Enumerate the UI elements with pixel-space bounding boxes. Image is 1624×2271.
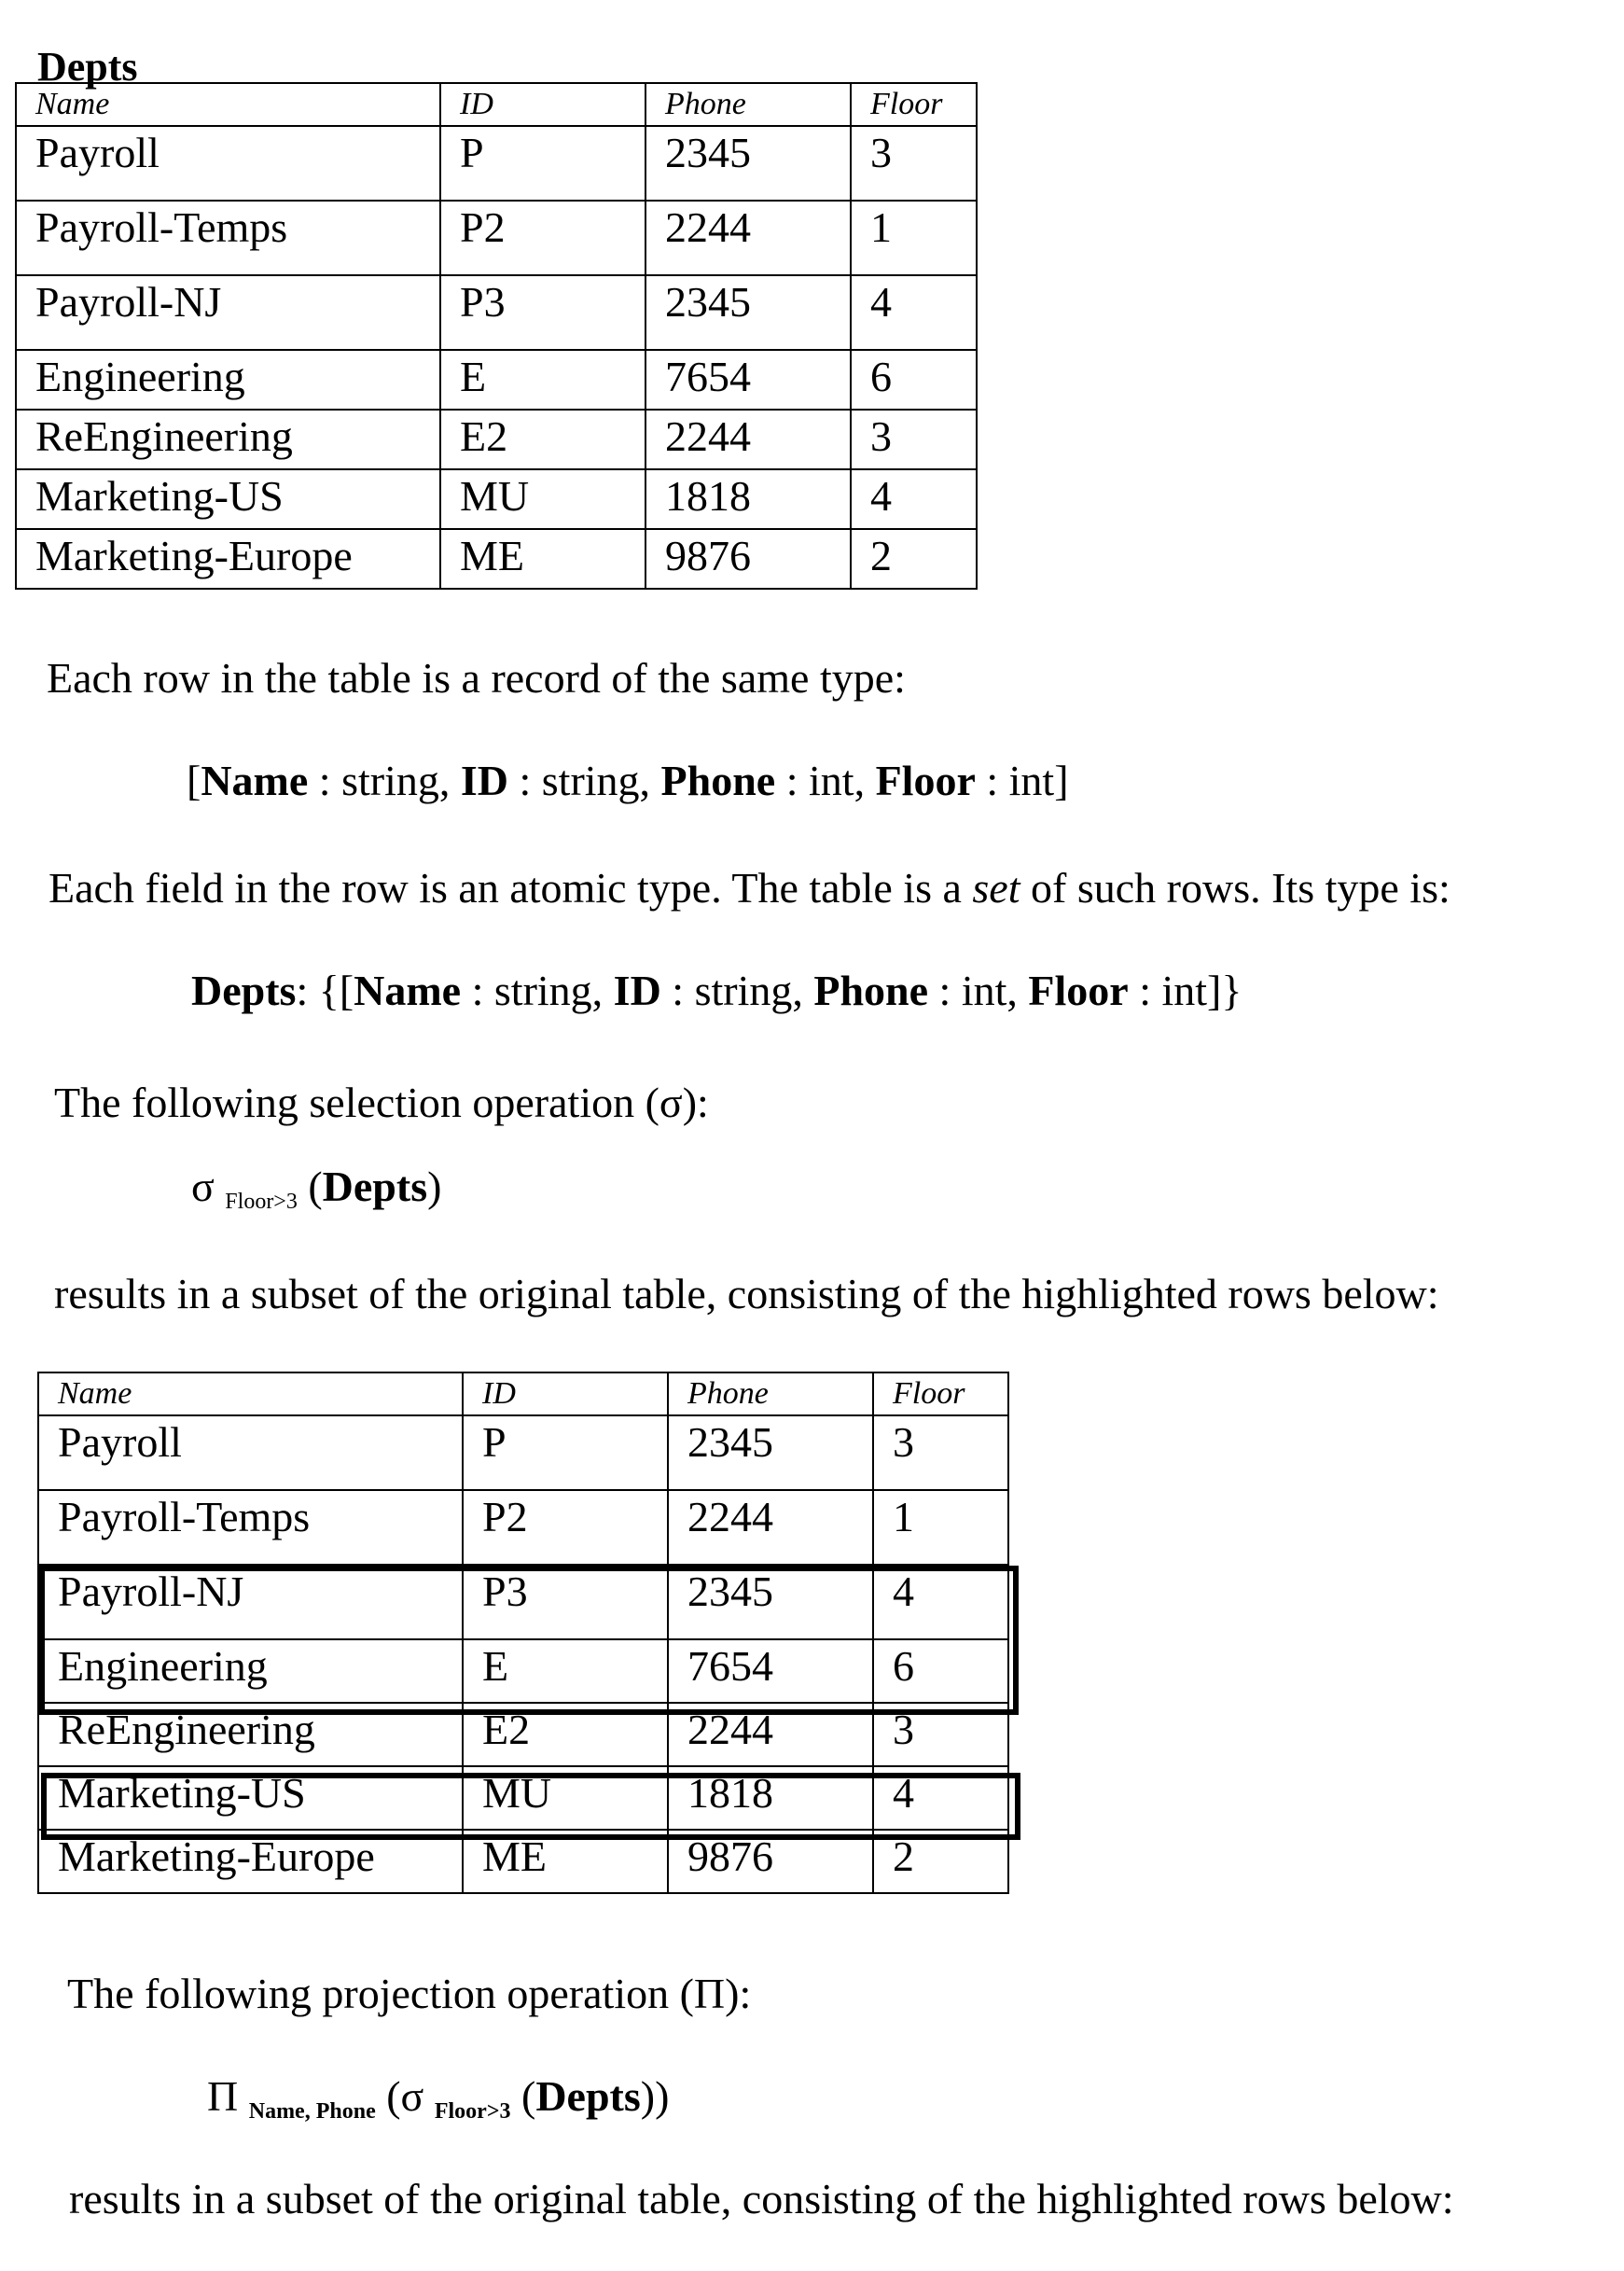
record-type-expression: [Name : string, ID : string, Phone : int, Floor : int] bbox=[187, 757, 1069, 804]
cell-name: ReEngineering bbox=[38, 1703, 463, 1766]
cell-id: ME bbox=[440, 529, 645, 589]
table-row-highlighted bbox=[38, 1766, 1008, 1830]
cell-phone: 7654 bbox=[668, 1639, 873, 1703]
table-row bbox=[38, 1703, 1008, 1766]
cell-id: P bbox=[463, 1415, 668, 1490]
cell-floor: 3 bbox=[851, 410, 977, 469]
cell-name: Marketing-US bbox=[38, 1766, 463, 1830]
set-emphasis: set bbox=[972, 864, 1020, 912]
selection-expression: σ Floor>3 (Depts) bbox=[191, 1163, 442, 1214]
cell-floor: 4 bbox=[873, 1766, 1008, 1830]
column-header-id: ID bbox=[463, 1372, 668, 1415]
cell-phone: 2345 bbox=[645, 126, 851, 201]
column-header-id: ID bbox=[440, 83, 645, 126]
relation-name: Depts bbox=[191, 967, 297, 1014]
cell-id: ME bbox=[463, 1830, 668, 1893]
field-name: Name bbox=[201, 757, 309, 804]
cell-phone: 2244 bbox=[668, 1490, 873, 1565]
cell-phone: 2345 bbox=[668, 1565, 873, 1639]
set-intro-text: Each field in the row is an atomic type. The table is a set of such rows. Its type is: bbox=[49, 864, 1450, 912]
selection-condition: Floor>3 bbox=[225, 1190, 298, 1214]
cell-floor: 6 bbox=[873, 1639, 1008, 1703]
cell-floor: 4 bbox=[851, 275, 977, 350]
table-row bbox=[16, 201, 977, 275]
cell-id: MU bbox=[440, 469, 645, 529]
table-title: Depts bbox=[37, 44, 138, 90]
depts-table bbox=[15, 82, 978, 590]
cell-phone: 2345 bbox=[645, 275, 851, 350]
cell-phone: 2345 bbox=[668, 1415, 873, 1490]
cell-id: MU bbox=[463, 1766, 668, 1830]
cell-id: P2 bbox=[463, 1490, 668, 1565]
table-header-row bbox=[38, 1372, 1008, 1415]
cell-id: E bbox=[463, 1639, 668, 1703]
projection-result-text: results in a subset of the original table, consisting of the highlighted rows below: bbox=[69, 2175, 1454, 2222]
sigma-symbol: σ bbox=[191, 1163, 226, 1210]
cell-name: Payroll-Temps bbox=[38, 1490, 463, 1565]
cell-phone: 2244 bbox=[668, 1703, 873, 1766]
cell-floor: 4 bbox=[873, 1565, 1008, 1639]
cell-floor: 3 bbox=[851, 126, 977, 201]
column-header-phone: Phone bbox=[645, 83, 851, 126]
cell-phone: 7654 bbox=[645, 350, 851, 410]
cell-name: Marketing-Europe bbox=[38, 1830, 463, 1893]
cell-floor: 4 bbox=[851, 469, 977, 529]
cell-name: ReEngineering bbox=[16, 410, 440, 469]
table-row bbox=[16, 469, 977, 529]
projection-attributes: Name, Phone bbox=[248, 2099, 376, 2124]
column-header-floor: Floor bbox=[851, 83, 977, 126]
column-header-name: Name bbox=[16, 83, 440, 126]
set-type-expression: Depts: {[Name : string, ID : string, Phone : int, Floor : int]} bbox=[191, 967, 1242, 1014]
selection-intro-text: The following selection operation (σ): bbox=[54, 1079, 709, 1126]
cell-phone: 9876 bbox=[668, 1830, 873, 1893]
cell-id: P3 bbox=[440, 275, 645, 350]
cell-id: P3 bbox=[463, 1565, 668, 1639]
table-row bbox=[38, 1490, 1008, 1565]
table-row bbox=[38, 1415, 1008, 1490]
cell-floor: 2 bbox=[873, 1830, 1008, 1893]
cell-name: Payroll-NJ bbox=[38, 1565, 463, 1639]
selection-condition: Floor>3 bbox=[434, 2099, 511, 2124]
cell-name: Payroll bbox=[16, 126, 440, 201]
cell-floor: 3 bbox=[873, 1415, 1008, 1490]
column-header-name: Name bbox=[38, 1372, 463, 1415]
column-header-floor: Floor bbox=[873, 1372, 1008, 1415]
cell-floor: 3 bbox=[873, 1703, 1008, 1766]
pi-symbol: Π bbox=[207, 2072, 249, 2120]
cell-phone: 1818 bbox=[668, 1766, 873, 1830]
record-intro-text: Each row in the table is a record of the same type: bbox=[47, 654, 906, 702]
table-row bbox=[16, 275, 977, 350]
cell-name: Engineering bbox=[38, 1639, 463, 1703]
cell-phone: 9876 bbox=[645, 529, 851, 589]
cell-phone: 1818 bbox=[645, 469, 851, 529]
cell-id: E bbox=[440, 350, 645, 410]
selection-result-text: results in a subset of the original table, consisting of the highlighted rows below: bbox=[54, 1270, 1439, 1317]
field-floor: Floor bbox=[875, 757, 976, 804]
cell-id: E2 bbox=[440, 410, 645, 469]
table-row-highlighted bbox=[38, 1565, 1008, 1639]
table-row bbox=[38, 1830, 1008, 1893]
cell-name: Payroll bbox=[38, 1415, 463, 1490]
cell-floor: 1 bbox=[873, 1490, 1008, 1565]
table-row bbox=[16, 410, 977, 469]
field-id: ID bbox=[460, 757, 508, 804]
table-row bbox=[16, 126, 977, 201]
column-header-phone: Phone bbox=[668, 1372, 873, 1415]
cell-name: Payroll-NJ bbox=[16, 275, 440, 350]
table-row-highlighted bbox=[38, 1639, 1008, 1703]
cell-id: P bbox=[440, 126, 645, 201]
cell-phone: 2244 bbox=[645, 410, 851, 469]
field-phone: Phone bbox=[660, 757, 776, 804]
table-row bbox=[16, 529, 977, 589]
table-row bbox=[16, 350, 977, 410]
cell-floor: 6 bbox=[851, 350, 977, 410]
cell-floor: 2 bbox=[851, 529, 977, 589]
projection-expression: Π $_{Name, Phone}$ (σ $_{Floor>3}$ (Depts)) bbox=[207, 2072, 670, 2124]
selection-result-table bbox=[37, 1372, 1009, 1894]
table-header-row bbox=[16, 83, 977, 126]
cell-name: Engineering bbox=[16, 350, 440, 410]
cell-name: Marketing-US bbox=[16, 469, 440, 529]
cell-phone: 2244 bbox=[645, 201, 851, 275]
sigma-symbol: σ bbox=[400, 2072, 435, 2120]
cell-name: Marketing-Europe bbox=[16, 529, 440, 589]
cell-name: Payroll-Temps bbox=[16, 201, 440, 275]
cell-floor: 1 bbox=[851, 201, 977, 275]
cell-id: P2 bbox=[440, 201, 645, 275]
projection-intro-text: The following projection operation (Π): bbox=[67, 1970, 752, 2017]
cell-id: E2 bbox=[463, 1703, 668, 1766]
